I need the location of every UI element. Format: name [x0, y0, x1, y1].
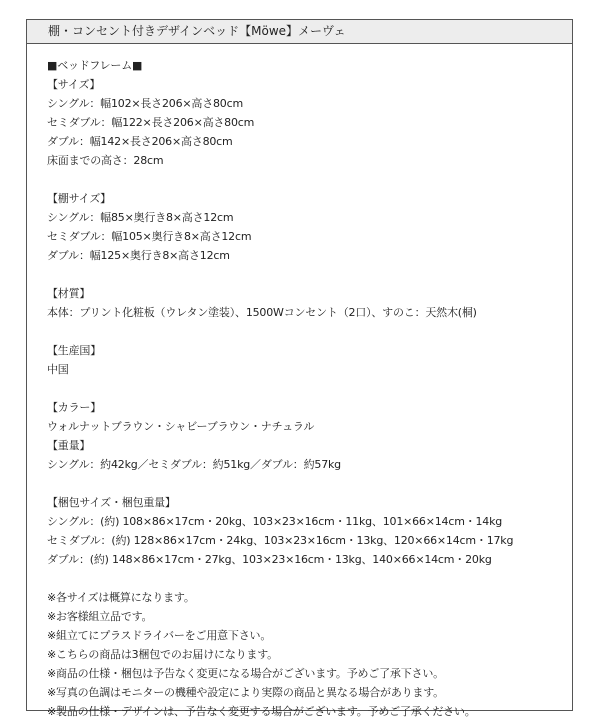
frame-section-title: ■ベッドフレーム■ — [47, 59, 143, 72]
package-heading: 【梱包サイズ・梱包重量】 — [47, 496, 176, 509]
note-line: ※写真の色調はモニターの機種や設定により実際の商品と異なる場合があります。 — [47, 686, 444, 699]
product-title: 棚・コンセント付きデザインベッド【Möwe】メーヴェ — [48, 24, 346, 38]
weight-line: シングル：約42kg／セミダブル：約51kg／ダブル：約57kg — [47, 458, 341, 471]
color-line: ウォルナットブラウン・シャビーブラウン・ナチュラル — [47, 420, 315, 433]
material-line: 本体：プリント化粧板（ウレタン塗装）、1500Wコンセント（2口）、すのこ：天然木(桐) — [47, 306, 477, 319]
weight-heading: 【重量】 — [47, 439, 91, 452]
package-line-double: ダブル：(約) 148×86×17cm・27kg、103×23×16cm・13kg、140×66×14cm・20kg — [47, 553, 492, 566]
shelf-heading: 【棚サイズ】 — [47, 192, 111, 205]
size-line-semidouble: セミダブル：幅122×長さ206×高さ80cm — [47, 116, 255, 129]
note-line: ※組立てにプラスドライバーをご用意下さい。 — [47, 629, 272, 642]
note-line: ※商品の仕様・梱包は予告なく変更になる場合がございます。予めご了承下さい。 — [47, 667, 444, 680]
size-line-single: シングル：幅102×長さ206×高さ80cm — [47, 97, 243, 110]
origin-line: 中国 — [47, 363, 69, 376]
spec-panel — [26, 19, 573, 718]
spec-content — [27, 44, 572, 721]
shelf-line-single: シングル：幅85×奥行き8×高さ12cm — [47, 211, 234, 224]
color-heading: 【カラー】 — [47, 401, 101, 414]
shelf-line-semidouble: セミダブル：幅105×奥行き8×高さ12cm — [47, 230, 252, 243]
note-line: ※製品の仕様・デザインは、予告なく変更する場合がございます。予めご了承ください。 — [47, 705, 476, 718]
origin-heading: 【生産国】 — [47, 344, 101, 357]
note-line: ※こちらの商品は3梱包でのお届けになります。 — [47, 648, 278, 661]
note-line: ※各サイズは概算になります。 — [47, 591, 195, 604]
package-line-single: シングル：(約) 108×86×17cm・20kg、103×23×16cm・11kg、101×66×14cm・14kg — [47, 515, 503, 528]
size-line-double: ダブル：幅142×長さ206×高さ80cm — [47, 135, 233, 148]
shelf-line-double: ダブル：幅125×奥行き8×高さ12cm — [47, 249, 230, 262]
note-line: ※お客様組立品です。 — [47, 610, 153, 623]
material-heading: 【材質】 — [47, 287, 91, 300]
panel-header — [27, 20, 572, 44]
package-line-semidouble: セミダブル：(約) 128×86×17cm・24kg、103×23×16cm・13kg、120×66×14cm・17kg — [47, 534, 514, 547]
size-line-floor-height: 床面までの高さ：28cm — [47, 154, 164, 167]
size-heading: 【サイズ】 — [47, 78, 101, 91]
